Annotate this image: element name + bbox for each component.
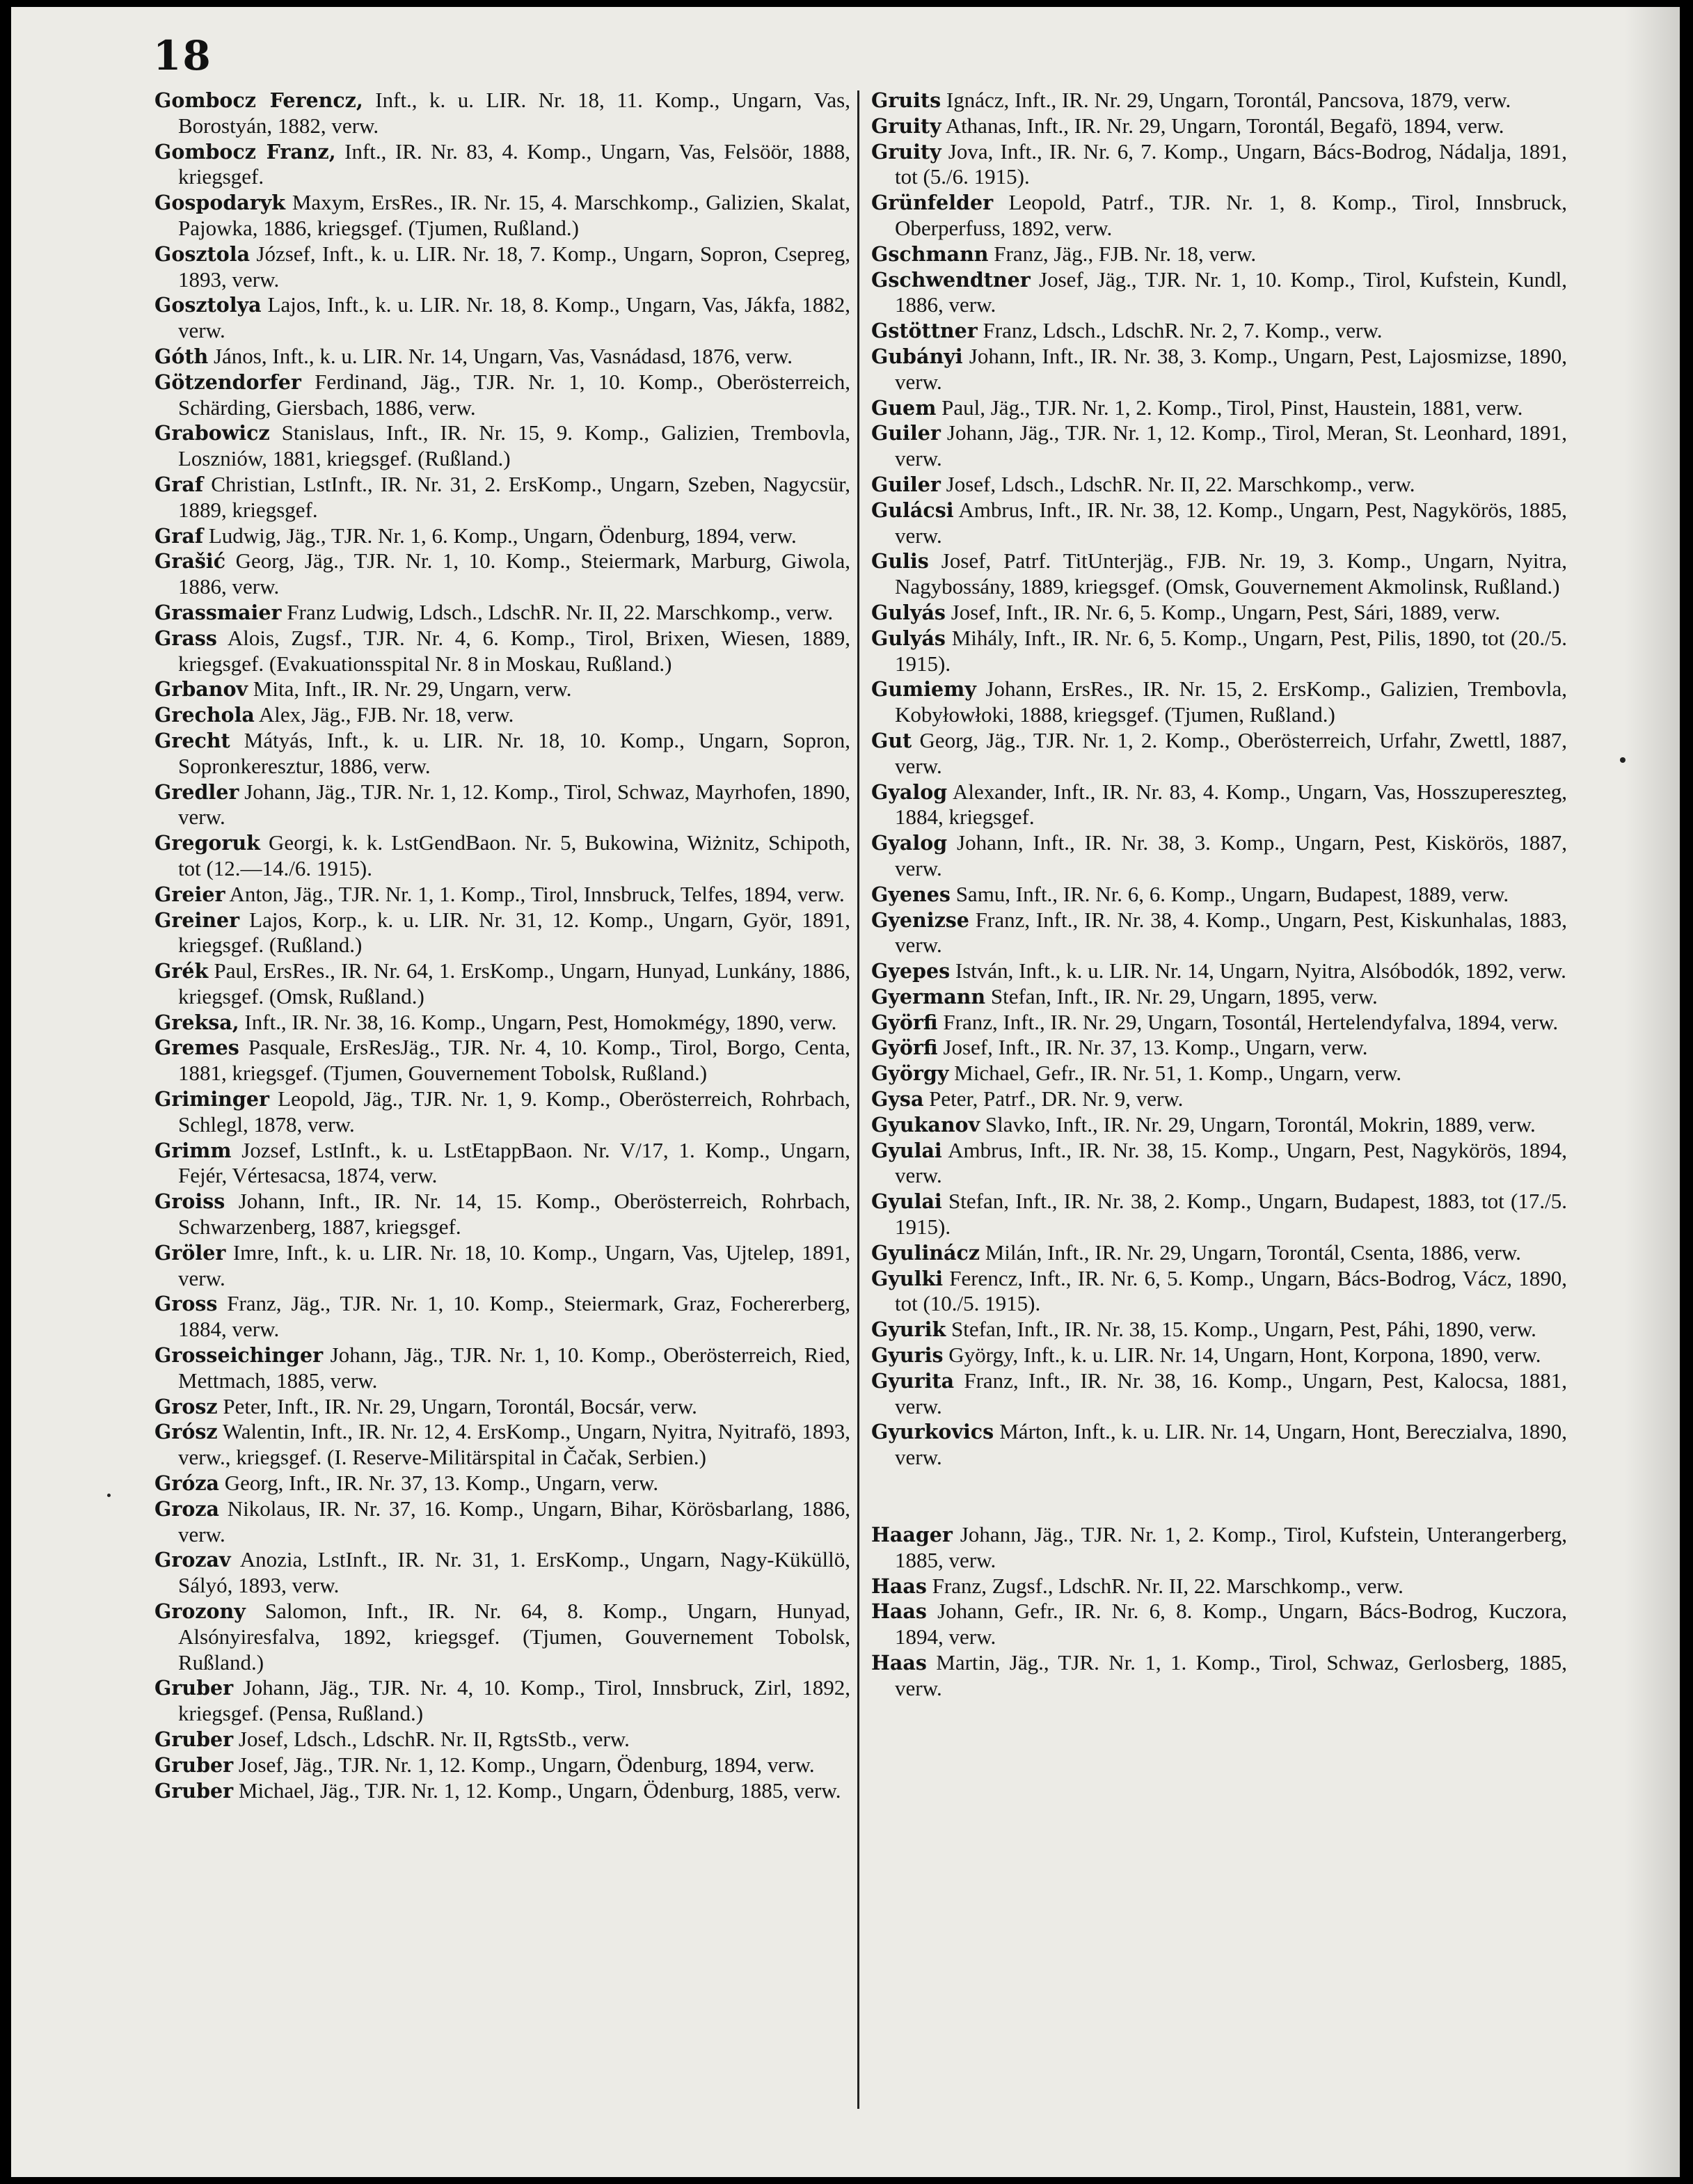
list-entry bbox=[871, 1343, 1567, 1368]
list-entry bbox=[871, 1266, 1567, 1317]
entry-surname: Greksa, bbox=[154, 1010, 239, 1034]
entry-surname: Gut bbox=[871, 728, 912, 752]
entry-surname: Grass bbox=[154, 626, 217, 650]
entry-surname: Gyurkovics bbox=[871, 1420, 994, 1444]
entry-details: Salomon, Inft., IR. Nr. 64, 8. Komp., Ungarn, Hunyad, Alsónyiresfalva, 1892, kriegsgef. (Tjumen, Gouvernement Tobolsk, Rußland.) bbox=[178, 1599, 850, 1675]
list-entry bbox=[154, 548, 850, 600]
list-entry bbox=[154, 1240, 850, 1292]
entry-details: Ignácz, Inft., IR. Nr. 29, Ungarn, Torontál, Pancsova, 1879, verw. bbox=[941, 88, 1511, 112]
list-entry bbox=[871, 728, 1567, 780]
entry-details: Johann, Jäg., TJR. Nr. 1, 12. Komp., Tirol, Schwaz, Mayrhofen, 1890, verw. bbox=[178, 779, 850, 830]
entry-details: István, Inft., k. u. LIR. Nr. 14, Ungarn, Nyitra, Alsóbodók, 1892, verw. bbox=[950, 958, 1566, 983]
list-entry bbox=[154, 882, 850, 908]
entry-surname: Groza bbox=[154, 1496, 220, 1521]
entry-details: Franz, Ldsch., LdschR. Nr. 2, 7. Komp., verw. bbox=[977, 318, 1383, 343]
entry-details: Ambrus, Inft., IR. Nr. 38, 15. Komp., Ungarn, Pest, Nagykörös, 1894, verw. bbox=[895, 1137, 1567, 1188]
entry-surname: Gschmann bbox=[871, 242, 989, 266]
entry-surname: Grünfelder bbox=[871, 191, 994, 215]
entry-surname: Gyurita bbox=[871, 1368, 955, 1393]
entry-details: Jozsef, LstInft., k. u. LstEtappBaon. Nr. V/17, 1. Komp., Ungarn, Fejér, Vértesacsa, 1874, verw. bbox=[178, 1137, 850, 1188]
left-column bbox=[154, 88, 850, 1803]
entry-surname: Guiler bbox=[871, 421, 941, 445]
list-entry bbox=[154, 523, 850, 549]
entry-details: Josef, Ldsch., LdschR. Nr. II, 22. Marschkomp., verw. bbox=[940, 471, 1415, 496]
list-entry bbox=[154, 1547, 850, 1599]
entry-surname: Gospodaryk bbox=[154, 191, 286, 215]
entry-surname: Haas bbox=[871, 1599, 927, 1624]
list-entry bbox=[871, 1522, 1567, 1574]
list-entry bbox=[871, 1010, 1567, 1036]
entry-details: Michael, Jäg., TJR. Nr. 1, 12. Komp., Ungarn, Ödenburg, 1885, verw. bbox=[233, 1778, 841, 1803]
entry-details: Ludwig, Jäg., TJR. Nr. 1, 6. Komp., Ungarn, Ödenburg, 1894, verw. bbox=[203, 523, 797, 548]
list-entry bbox=[871, 548, 1567, 600]
entry-surname: Györfi bbox=[871, 1036, 938, 1060]
entry-surname: Grósz bbox=[154, 1420, 218, 1444]
entry-surname: Gyalog bbox=[871, 831, 948, 855]
list-entry bbox=[871, 1419, 1567, 1471]
entry-details: Inft., k. u. LIR. Nr. 18, 11. Komp., Ungarn, Vas, Borostyán, 1882, verw. bbox=[178, 88, 850, 138]
entry-details: Martin, Jäg., TJR. Nr. 1, 1. Komp., Tirol, Schwaz, Gerlosberg, 1885, verw. bbox=[895, 1650, 1567, 1700]
entry-surname: Graf bbox=[154, 523, 204, 548]
list-entry bbox=[871, 420, 1567, 472]
entry-surname: Gyukanov bbox=[871, 1112, 980, 1137]
entry-surname: Gyulai bbox=[871, 1189, 942, 1214]
list-entry bbox=[871, 882, 1567, 908]
list-entry bbox=[871, 1138, 1567, 1189]
entry-details: Márton, Inft., k. u. LIR. Nr. 14, Ungarn, Hont, Bereczialva, 1890, verw. bbox=[895, 1419, 1567, 1470]
list-entry bbox=[154, 1496, 850, 1548]
entry-surname: Gruity bbox=[871, 139, 941, 164]
list-entry bbox=[154, 88, 850, 139]
entry-details: Franz Ludwig, Ldsch., LdschR. Nr. II, 22. Marschkomp., verw. bbox=[281, 599, 834, 624]
list-entry bbox=[871, 318, 1567, 344]
entry-surname: Gulyás bbox=[871, 626, 946, 650]
entry-details: Alois, Zugsf., TJR. Nr. 4, 6. Komp., Tirol, Brixen, Wiesen, 1889, kriegsgef. (Evakuationsspital Nr. 8 in Moskau, Rußland.) bbox=[178, 625, 850, 676]
entry-details: Anozia, LstInft., IR. Nr. 31, 1. ErsKomp., Ungarn, Nagy-Küküllö, Sályó, 1893, verw. bbox=[178, 1547, 850, 1598]
page-number: 18 bbox=[153, 32, 212, 79]
list-entry bbox=[871, 600, 1567, 626]
entry-details: Mita, Inft., IR. Nr. 29, Ungarn, verw. bbox=[248, 676, 572, 702]
entry-surname: Gyalog bbox=[871, 780, 948, 804]
entry-details: Josef, Inft., IR. Nr. 6, 5. Komp., Ungarn, Pest, Sári, 1889, verw. bbox=[945, 599, 1500, 624]
entry-surname: Grozony bbox=[154, 1599, 246, 1624]
list-entry bbox=[154, 600, 850, 626]
list-entry bbox=[154, 1010, 850, 1036]
list-entry bbox=[154, 1599, 850, 1675]
entry-surname: Gulis bbox=[871, 549, 929, 573]
entry-surname: Gruber bbox=[154, 1778, 234, 1803]
list-entry bbox=[871, 1112, 1567, 1138]
entry-surname: Gstöttner bbox=[871, 319, 978, 343]
entry-surname: Grassmaier bbox=[154, 600, 282, 624]
entry-surname: Gyulki bbox=[871, 1266, 944, 1290]
entry-surname: Gyermann bbox=[871, 984, 986, 1008]
list-entry bbox=[871, 472, 1567, 498]
list-entry bbox=[871, 676, 1567, 728]
list-entry bbox=[871, 1599, 1567, 1650]
entry-surname: Gyurik bbox=[871, 1317, 946, 1342]
list-entry bbox=[154, 190, 850, 242]
list-entry bbox=[871, 344, 1567, 395]
list-entry bbox=[154, 702, 850, 728]
entry-surname: Gysa bbox=[871, 1087, 924, 1111]
entry-details: Alex, Jäg., FJB. Nr. 18, verw. bbox=[254, 702, 514, 727]
list-entry bbox=[871, 1574, 1567, 1599]
entry-surname: Grozav bbox=[154, 1548, 231, 1572]
entry-details: Franz, Inft., IR. Nr. 38, 16. Komp., Ungarn, Pest, Kalocsa, 1881, verw. bbox=[895, 1368, 1567, 1418]
entry-details: Johann, Inft., IR. Nr. 14, 15. Komp., Oberösterreich, Rohrbach, Schwarzenberg, 1887, kriegsgef. bbox=[178, 1189, 850, 1240]
entry-details: Lajos, Inft., k. u. LIR. Nr. 18, 8. Komp., Ungarn, Vas, Jákfa, 1882, verw. bbox=[178, 292, 850, 343]
entry-details: Franz, Inft., IR. Nr. 38, 4. Komp., Ungarn, Pest, Kiskunhalas, 1883, verw. bbox=[895, 907, 1567, 958]
entry-details: Stefan, Inft., IR. Nr. 29, Ungarn, 1895, verw. bbox=[985, 983, 1378, 1008]
entry-details: Leopold, Patrf., TJR. Nr. 1, 8. Komp., Tirol, Innsbruck, Oberperfuss, 1892, verw. bbox=[895, 190, 1567, 240]
entry-surname: Götzendorfer bbox=[154, 370, 301, 394]
entry-details: Alexander, Inft., IR. Nr. 83, 4. Komp., Ungarn, Vas, Hosszupereszteg, 1884, kriegsgef. bbox=[895, 779, 1567, 830]
list-entry bbox=[871, 498, 1567, 549]
list-entry bbox=[154, 1343, 850, 1394]
list-entry bbox=[154, 370, 850, 421]
list-entry bbox=[871, 139, 1567, 191]
entry-surname: Gombocz Ferencz, bbox=[154, 88, 363, 112]
entry-details: Josef, Ldsch., LdschR. Nr. II, RgtsStb., verw. bbox=[233, 1727, 630, 1751]
entry-details: Peter, Patrf., DR. Nr. 9, verw. bbox=[923, 1086, 1184, 1111]
list-entry bbox=[154, 728, 850, 780]
list-entry bbox=[154, 344, 850, 370]
entry-details: Mihály, Inft., IR. Nr. 6, 5. Komp., Ungarn, Pest, Pilis, 1890, tot (20./5. 1915). bbox=[895, 625, 1567, 676]
entry-details: Walentin, Inft., IR. Nr. 12, 4. ErsKomp., Ungarn, Nyitra, Nyitrafö, 1893, verw., kriegsgef. (I. Reserve-Militärspital in Čačak, Serbien.) bbox=[178, 1419, 850, 1470]
list-entry bbox=[871, 780, 1567, 831]
entry-surname: Gyulinácz bbox=[871, 1240, 980, 1265]
list-entry bbox=[871, 958, 1567, 984]
list-entry bbox=[871, 1240, 1567, 1266]
entry-surname: Griminger bbox=[154, 1087, 269, 1111]
list-entry bbox=[154, 292, 850, 344]
list-entry bbox=[154, 676, 850, 702]
entry-surname: Gosztolya bbox=[154, 293, 262, 317]
entry-surname: Gruits bbox=[871, 88, 941, 112]
list-entry bbox=[871, 1035, 1567, 1061]
entry-surname: Gubányi bbox=[871, 344, 963, 368]
entry-surname: Greier bbox=[154, 882, 225, 906]
entry-details: Franz, Jäg., FJB. Nr. 18, verw. bbox=[988, 241, 1257, 266]
list-entry bbox=[871, 242, 1567, 267]
entry-details: Josef, Jäg., TJR. Nr. 1, 10. Komp., Tirol, Kufstein, Kundl, 1886, verw. bbox=[895, 267, 1567, 317]
entry-details: Inft., IR. Nr. 38, 16. Komp., Ungarn, Pest, Homokmégy, 1890, verw. bbox=[239, 1009, 837, 1034]
list-entry bbox=[154, 780, 850, 831]
entry-details: Franz, Jäg., TJR. Nr. 1, 10. Komp., Steiermark, Graz, Fochererberg, 1884, verw. bbox=[178, 1291, 850, 1342]
entry-details: Georg, Jäg., TJR. Nr. 1, 2. Komp., Oberösterreich, Urfahr, Zwettl, 1887, verw. bbox=[895, 727, 1567, 778]
document-page bbox=[11, 7, 1680, 2177]
entry-details: Christian, LstInft., IR. Nr. 31, 2. ErsKomp., Ungarn, Szeben, Nagycsür, 1889, kriegsgef. bbox=[178, 471, 850, 522]
entry-details: Inft., IR. Nr. 83, 4. Komp., Ungarn, Vas, Felsöör, 1888, kriegsgef. bbox=[178, 139, 851, 189]
entry-details: Johann, Jäg., TJR. Nr. 1, 10. Komp., Oberösterreich, Ried, Mettmach, 1885, verw. bbox=[178, 1343, 850, 1393]
entry-details: Georg, Jäg., TJR. Nr. 1, 10. Komp., Steiermark, Marburg, Giwola, 1886, verw. bbox=[178, 548, 850, 599]
list-entry bbox=[154, 1471, 850, 1496]
list-entry bbox=[871, 984, 1567, 1010]
entry-details: Samu, Inft., IR. Nr. 6, 6. Komp., Ungarn, Budapest, 1889, verw. bbox=[950, 881, 1509, 906]
scan-speck bbox=[1620, 757, 1626, 763]
entry-surname: Gregoruk bbox=[154, 831, 260, 855]
entry-surname: Grašić bbox=[154, 549, 226, 573]
list-entry bbox=[154, 958, 850, 1010]
entry-details: Pasquale, ErsResJäg., TJR. Nr. 4, 10. Komp., Tirol, Borgo, Centa, 1881, kriegsgef. (Tjumen, Gouvernement Tobolsk, Rußland.) bbox=[178, 1035, 850, 1086]
entry-surname: Gyenizse bbox=[871, 908, 969, 932]
entry-details: Ambrus, Inft., IR. Nr. 38, 12. Komp., Ungarn, Pest, Nagykörös, 1885, verw. bbox=[895, 497, 1567, 548]
entry-details: Mátyás, Inft., k. u. LIR. Nr. 18, 10. Komp., Ungarn, Sopron, Sopronkeresztur, 1886, verw. bbox=[178, 727, 850, 778]
entry-surname: Gröler bbox=[154, 1240, 226, 1265]
entry-details: Franz, Zugsf., LdschR. Nr. II, 22. Marschkomp., verw. bbox=[926, 1573, 1404, 1598]
entry-surname: Gyuris bbox=[871, 1343, 944, 1368]
list-entry bbox=[871, 395, 1567, 421]
list-entry bbox=[154, 242, 850, 293]
entry-surname: Gruber bbox=[154, 1727, 234, 1751]
right-column bbox=[871, 88, 1567, 1702]
entry-surname: Gruber bbox=[154, 1752, 234, 1777]
entry-details: Stanislaus, Inft., IR. Nr. 15, 9. Komp., Galizien, Trembovla, Loszniów, 1881, kriegsgef. (Rußland.) bbox=[178, 420, 850, 471]
entry-details: Johann, Gefr., IR. Nr. 6, 8. Komp., Ungarn, Bács-Bodrog, Kuczora, 1894, verw. bbox=[895, 1599, 1567, 1649]
entry-details: Maxym, ErsRes., IR. Nr. 15, 4. Marschkomp., Galizien, Skalat, Pajowka, 1886, kriegsgef. (Tjumen, Rußland.) bbox=[178, 190, 850, 240]
list-entry bbox=[154, 1035, 850, 1086]
entry-details: Josef, Inft., IR. Nr. 37, 13. Komp., Ungarn, verw. bbox=[937, 1035, 1368, 1060]
entry-details: Paul, Jäg., TJR. Nr. 1, 2. Komp., Tirol, Pinst, Haustein, 1881, verw. bbox=[936, 395, 1523, 420]
entry-surname: Graf bbox=[154, 472, 204, 496]
entry-details: Jova, Inft., IR. Nr. 6, 7. Komp., Ungarn, Bács-Bodrog, Nádalja, 1891, tot (5./6. 1915). bbox=[895, 139, 1567, 189]
entry-details: Peter, Inft., IR. Nr. 29, Ungarn, Torontál, Bocsár, verw. bbox=[217, 1393, 697, 1418]
entry-surname: Haager bbox=[871, 1523, 953, 1547]
list-entry bbox=[154, 1291, 850, 1343]
entry-details: Ferdinand, Jäg., TJR. Nr. 1, 10. Komp., Oberösterreich, Schärding, Giersbach, 1886, verw. bbox=[178, 369, 850, 420]
list-entry bbox=[154, 1189, 850, 1240]
entry-details: Slavko, Inft., IR. Nr. 29, Ungarn, Torontál, Mokrin, 1889, verw. bbox=[980, 1111, 1536, 1137]
entry-surname: Grimm bbox=[154, 1138, 232, 1162]
list-entry bbox=[154, 1419, 850, 1471]
entry-details: Johann, ErsRes., IR. Nr. 15, 2. ErsKomp., Galizien, Trembovla, Kobyłowłoki, 1888, kriegsgef. (Tjumen, Rußland.) bbox=[895, 676, 1567, 727]
entry-surname: Grechola bbox=[154, 703, 255, 727]
entry-surname: Grosz bbox=[154, 1394, 218, 1418]
list-entry bbox=[871, 113, 1567, 139]
entry-details: Johann, Jäg., TJR. Nr. 1, 2. Komp., Tirol, Kufstein, Unterangerberg, 1885, verw. bbox=[895, 1522, 1567, 1572]
list-entry bbox=[154, 472, 850, 523]
entry-surname: Gredler bbox=[154, 780, 239, 804]
entry-surname: Gulácsi bbox=[871, 498, 954, 522]
list-entry bbox=[871, 1317, 1567, 1343]
list-entry bbox=[154, 1778, 850, 1804]
list-entry bbox=[154, 830, 850, 882]
entry-details: Johann, Inft., IR. Nr. 38, 3. Komp., Ungarn, Pest, Kiskörös, 1887, verw. bbox=[895, 830, 1567, 880]
entry-details: Franz, Inft., IR. Nr. 29, Ungarn, Tosontál, Hertelendyfalva, 1894, verw. bbox=[937, 1009, 1559, 1034]
entry-surname: Gulyás bbox=[871, 600, 946, 624]
list-entry bbox=[871, 908, 1567, 959]
entry-details: Stefan, Inft., IR. Nr. 38, 2. Komp., Ungarn, Budapest, 1883, tot (17./5. 1915). bbox=[895, 1189, 1567, 1240]
entry-surname: Gschwendtner bbox=[871, 267, 1031, 292]
list-entry bbox=[871, 1650, 1567, 1702]
entry-details: Georg, Inft., IR. Nr. 37, 13. Komp., Ungarn, verw. bbox=[219, 1471, 659, 1496]
entry-details: Paul, ErsRes., IR. Nr. 64, 1. ErsKomp., Ungarn, Hunyad, Lunkány, 1886, kriegsgef. (Omsk, Rußland.) bbox=[178, 958, 850, 1008]
entry-surname: Grosseichinger bbox=[154, 1343, 324, 1368]
entry-surname: Groiss bbox=[154, 1189, 225, 1214]
list-entry bbox=[154, 1138, 850, 1189]
entry-surname: Grbanov bbox=[154, 677, 248, 702]
list-entry bbox=[871, 190, 1567, 242]
entry-details: Milán, Inft., IR. Nr. 29, Ungarn, Torontál, Csenta, 1886, verw. bbox=[980, 1240, 1521, 1265]
entry-surname: Góth bbox=[154, 344, 209, 368]
entry-details: Anton, Jäg., TJR. Nr. 1, 1. Komp., Tirol, Innsbruck, Telfes, 1894, verw. bbox=[225, 881, 845, 906]
entry-details: Leopold, Jäg., TJR. Nr. 1, 9. Komp., Oberösterreich, Rohrbach, Schlegl, 1878, verw. bbox=[178, 1086, 850, 1137]
entry-surname: Gróza bbox=[154, 1471, 220, 1496]
entry-surname: Gyenes bbox=[871, 882, 951, 906]
list-entry bbox=[871, 1189, 1567, 1240]
list-entry bbox=[871, 1368, 1567, 1420]
list-entry bbox=[154, 626, 850, 677]
list-entry bbox=[871, 830, 1567, 882]
entry-details: Josef, Patrf. TitUnterjäg., FJB. Nr. 19, 3. Komp., Ungarn, Nyitra, Nagybossány, 1889, kriegsgef. (Omsk, Gouvernement Akmolinsk, Rußland.) bbox=[895, 548, 1567, 599]
entry-surname: Gombocz Franz, bbox=[154, 139, 336, 164]
scan-speck bbox=[107, 1494, 111, 1497]
entry-surname: Grék bbox=[154, 959, 209, 983]
entry-surname: Gyepes bbox=[871, 959, 951, 983]
entry-surname: Guem bbox=[871, 395, 937, 420]
entry-surname: Greiner bbox=[154, 908, 240, 932]
list-entry bbox=[154, 1752, 850, 1778]
entry-details: Johann, Inft., IR. Nr. 38, 3. Komp., Ungarn, Pest, Lajosmizse, 1890, verw. bbox=[895, 343, 1567, 394]
entry-surname: Gyulai bbox=[871, 1138, 942, 1162]
entry-surname: Gremes bbox=[154, 1036, 239, 1060]
entry-details: Imre, Inft., k. u. LIR. Nr. 18, 10. Komp., Ungarn, Vas, Ujtelep, 1891, verw. bbox=[178, 1240, 850, 1290]
entry-surname: Gruber bbox=[154, 1676, 234, 1700]
list-entry bbox=[871, 626, 1567, 677]
entry-details: Johann, Jäg., TJR. Nr. 1, 12. Komp., Tirol, Meran, St. Leonhard, 1891, verw. bbox=[895, 420, 1567, 471]
entry-details: Lajos, Korp., k. u. LIR. Nr. 31, 12. Komp., Ungarn, Györ, 1891, kriegsgef. (Rußland.) bbox=[178, 907, 850, 958]
entry-details: Stefan, Inft., IR. Nr. 38, 15. Komp., Ungarn, Pest, Páhi, 1890, verw. bbox=[946, 1317, 1536, 1342]
entry-surname: Haas bbox=[871, 1651, 927, 1675]
list-entry bbox=[871, 88, 1567, 113]
entry-surname: György bbox=[871, 1061, 949, 1086]
list-entry bbox=[871, 1061, 1567, 1086]
list-entry bbox=[154, 1675, 850, 1727]
entry-details: József, Inft., k. u. LIR. Nr. 18, 7. Komp., Ungarn, Sopron, Csepreg, 1893, verw. bbox=[178, 241, 850, 292]
list-entry bbox=[154, 908, 850, 959]
list-entry bbox=[871, 1086, 1567, 1112]
entry-surname: Gumiemy bbox=[871, 677, 976, 702]
entry-surname: Haas bbox=[871, 1574, 927, 1598]
list-entry bbox=[154, 420, 850, 472]
list-entry bbox=[871, 267, 1567, 319]
list-entry bbox=[154, 1394, 850, 1420]
entry-surname: Grecht bbox=[154, 728, 230, 752]
entry-details: Johann, Jäg., TJR. Nr. 4, 10. Komp., Tirol, Innsbruck, Zirl, 1892, kriegsgef. (Pensa, Rußland.) bbox=[178, 1675, 850, 1726]
entry-surname: Gosztola bbox=[154, 242, 251, 266]
column-divider bbox=[857, 90, 859, 2109]
entry-surname: Györfi bbox=[871, 1010, 938, 1034]
section-gap bbox=[871, 1471, 1567, 1522]
entry-details: Nikolaus, IR. Nr. 37, 16. Komp., Ungarn, Bihar, Körösbarlang, 1886, verw. bbox=[178, 1496, 850, 1546]
entry-details: Georgi, k. k. LstGendBaon. Nr. 5, Bukowina, Wiżnitz, Schipoth, tot (12.—14./6. 1915). bbox=[178, 830, 850, 880]
list-entry bbox=[154, 1086, 850, 1138]
entry-surname: Gross bbox=[154, 1292, 218, 1316]
entry-details: Athanas, Inft., IR. Nr. 29, Ungarn, Torontál, Begafö, 1894, verw. bbox=[941, 113, 1504, 138]
entry-details: Josef, Jäg., TJR. Nr. 1, 12. Komp., Ungarn, Ödenburg, 1894, verw. bbox=[233, 1752, 815, 1777]
entry-details: Michael, Gefr., IR. Nr. 51, 1. Komp., Ungarn, verw. bbox=[948, 1061, 1401, 1086]
entry-details: György, Inft., k. u. LIR. Nr. 14, Ungarn, Hont, Korpona, 1890, verw. bbox=[943, 1343, 1541, 1368]
entry-surname: Gruity bbox=[871, 113, 941, 138]
list-entry bbox=[154, 139, 850, 191]
entry-details: Ferencz, Inft., IR. Nr. 6, 5. Komp., Ungarn, Bács-Bodrog, Vácz, 1890, tot (10./5. 1915). bbox=[895, 1265, 1567, 1316]
entry-details: János, Inft., k. u. LIR. Nr. 14, Ungarn, Vas, Vasnádasd, 1876, verw. bbox=[208, 343, 793, 368]
list-entry bbox=[154, 1727, 850, 1752]
entry-surname: Guiler bbox=[871, 472, 941, 496]
entry-surname: Grabowicz bbox=[154, 421, 270, 445]
